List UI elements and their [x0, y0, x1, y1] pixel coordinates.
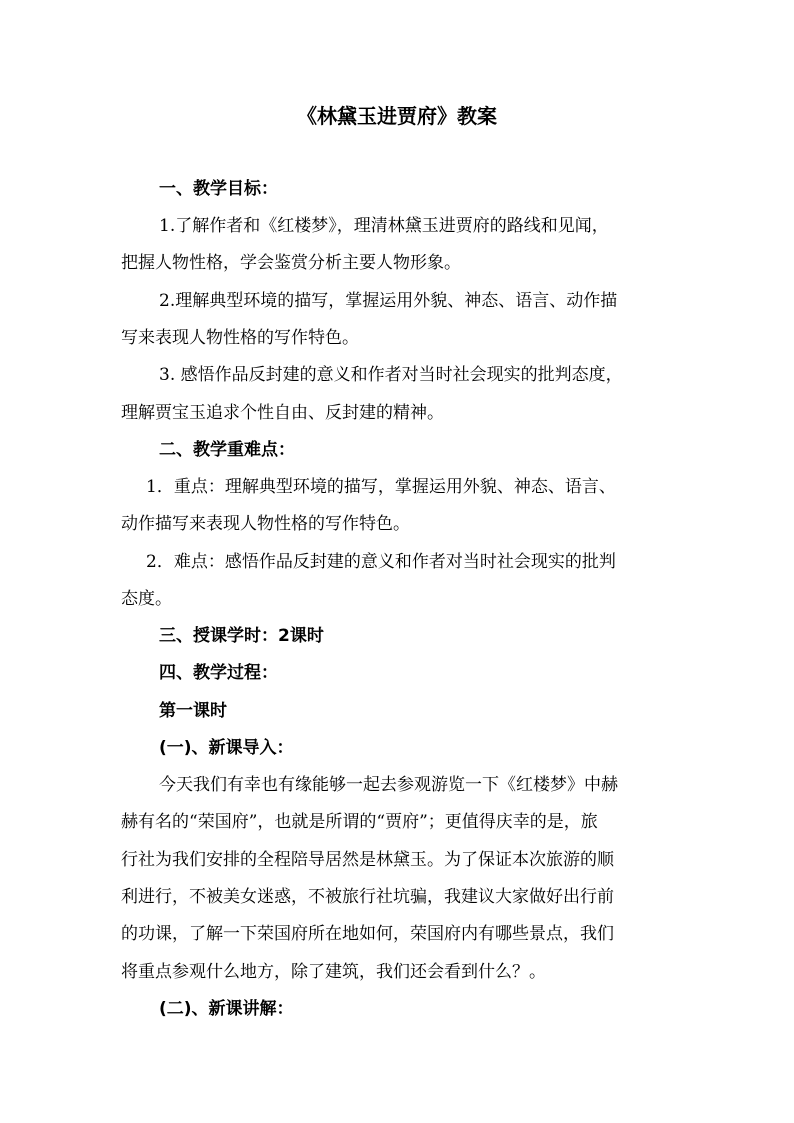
intro-line: 将重点参观什么地方，除了建筑，我们还会看到什么？。	[121, 962, 546, 982]
objective-1-line1: 1.了解作者和《红楼梦》，理清林黛玉进贾府的路线和见闻，	[159, 216, 609, 236]
keypoint-2-line2: 态度。	[121, 589, 172, 609]
objective-1-line2: 把握人物性格，学会鉴赏分析主要人物形象。	[121, 253, 461, 273]
objective-3-line1: 3. 感悟作品反封建的意义和作者对当时社会现实的批判态度，	[159, 365, 623, 385]
explain-heading: (二)、新课讲解：	[159, 999, 294, 1019]
keypoint-1-line2: 动作描写来表现人物性格的写作特色。	[121, 514, 410, 534]
keypoints-heading: 二、教学重难点：	[159, 440, 295, 460]
intro-heading: (一)、新课导入：	[159, 738, 294, 758]
process-heading: 四、教学过程：	[159, 663, 278, 683]
lesson-one-heading: 第一课时	[159, 701, 227, 721]
intro-line: 利进行，不被美女迷惑，不被旅行社坑骗，我建议大家做好出行前	[121, 887, 614, 907]
keypoint-1-line1: 1．重点：理解典型环境的描写，掌握运用外貌、神态、语言、	[146, 477, 616, 497]
intro-line: 赫有名的“荣国府”，也就是所谓的“贾府”；更值得庆幸的是，旅	[121, 812, 598, 832]
keypoint-2-line1: 2．难点：感悟作品反封建的意义和作者对当时社会现实的批判	[146, 552, 616, 572]
objective-3-line2: 理解贾宝玉追求个性自由、反封建的精神。	[121, 403, 444, 423]
document-title: 《林黛玉进贾府》教案	[297, 104, 497, 128]
objective-2-line1: 2.理解典型环境的描写，掌握运用外貌、神态、语言、动作描	[159, 291, 618, 311]
objective-2-line2: 写来表现人物性格的写作特色。	[121, 328, 359, 348]
intro-line: 今天我们有幸也有缘能够一起去参观游览一下《红楼梦》中赫	[159, 775, 618, 795]
intro-line: 行社为我们安排的全程陪导居然是林黛玉。为了保证本次旅游的顺	[121, 850, 614, 870]
intro-line: 的功课，了解一下荣国府所在地如何，荣国府内有哪些景点，我们	[121, 924, 614, 944]
hours-heading: 三、授课学时：2课时	[159, 626, 324, 646]
objectives-heading: 一、教学目标：	[159, 179, 278, 199]
